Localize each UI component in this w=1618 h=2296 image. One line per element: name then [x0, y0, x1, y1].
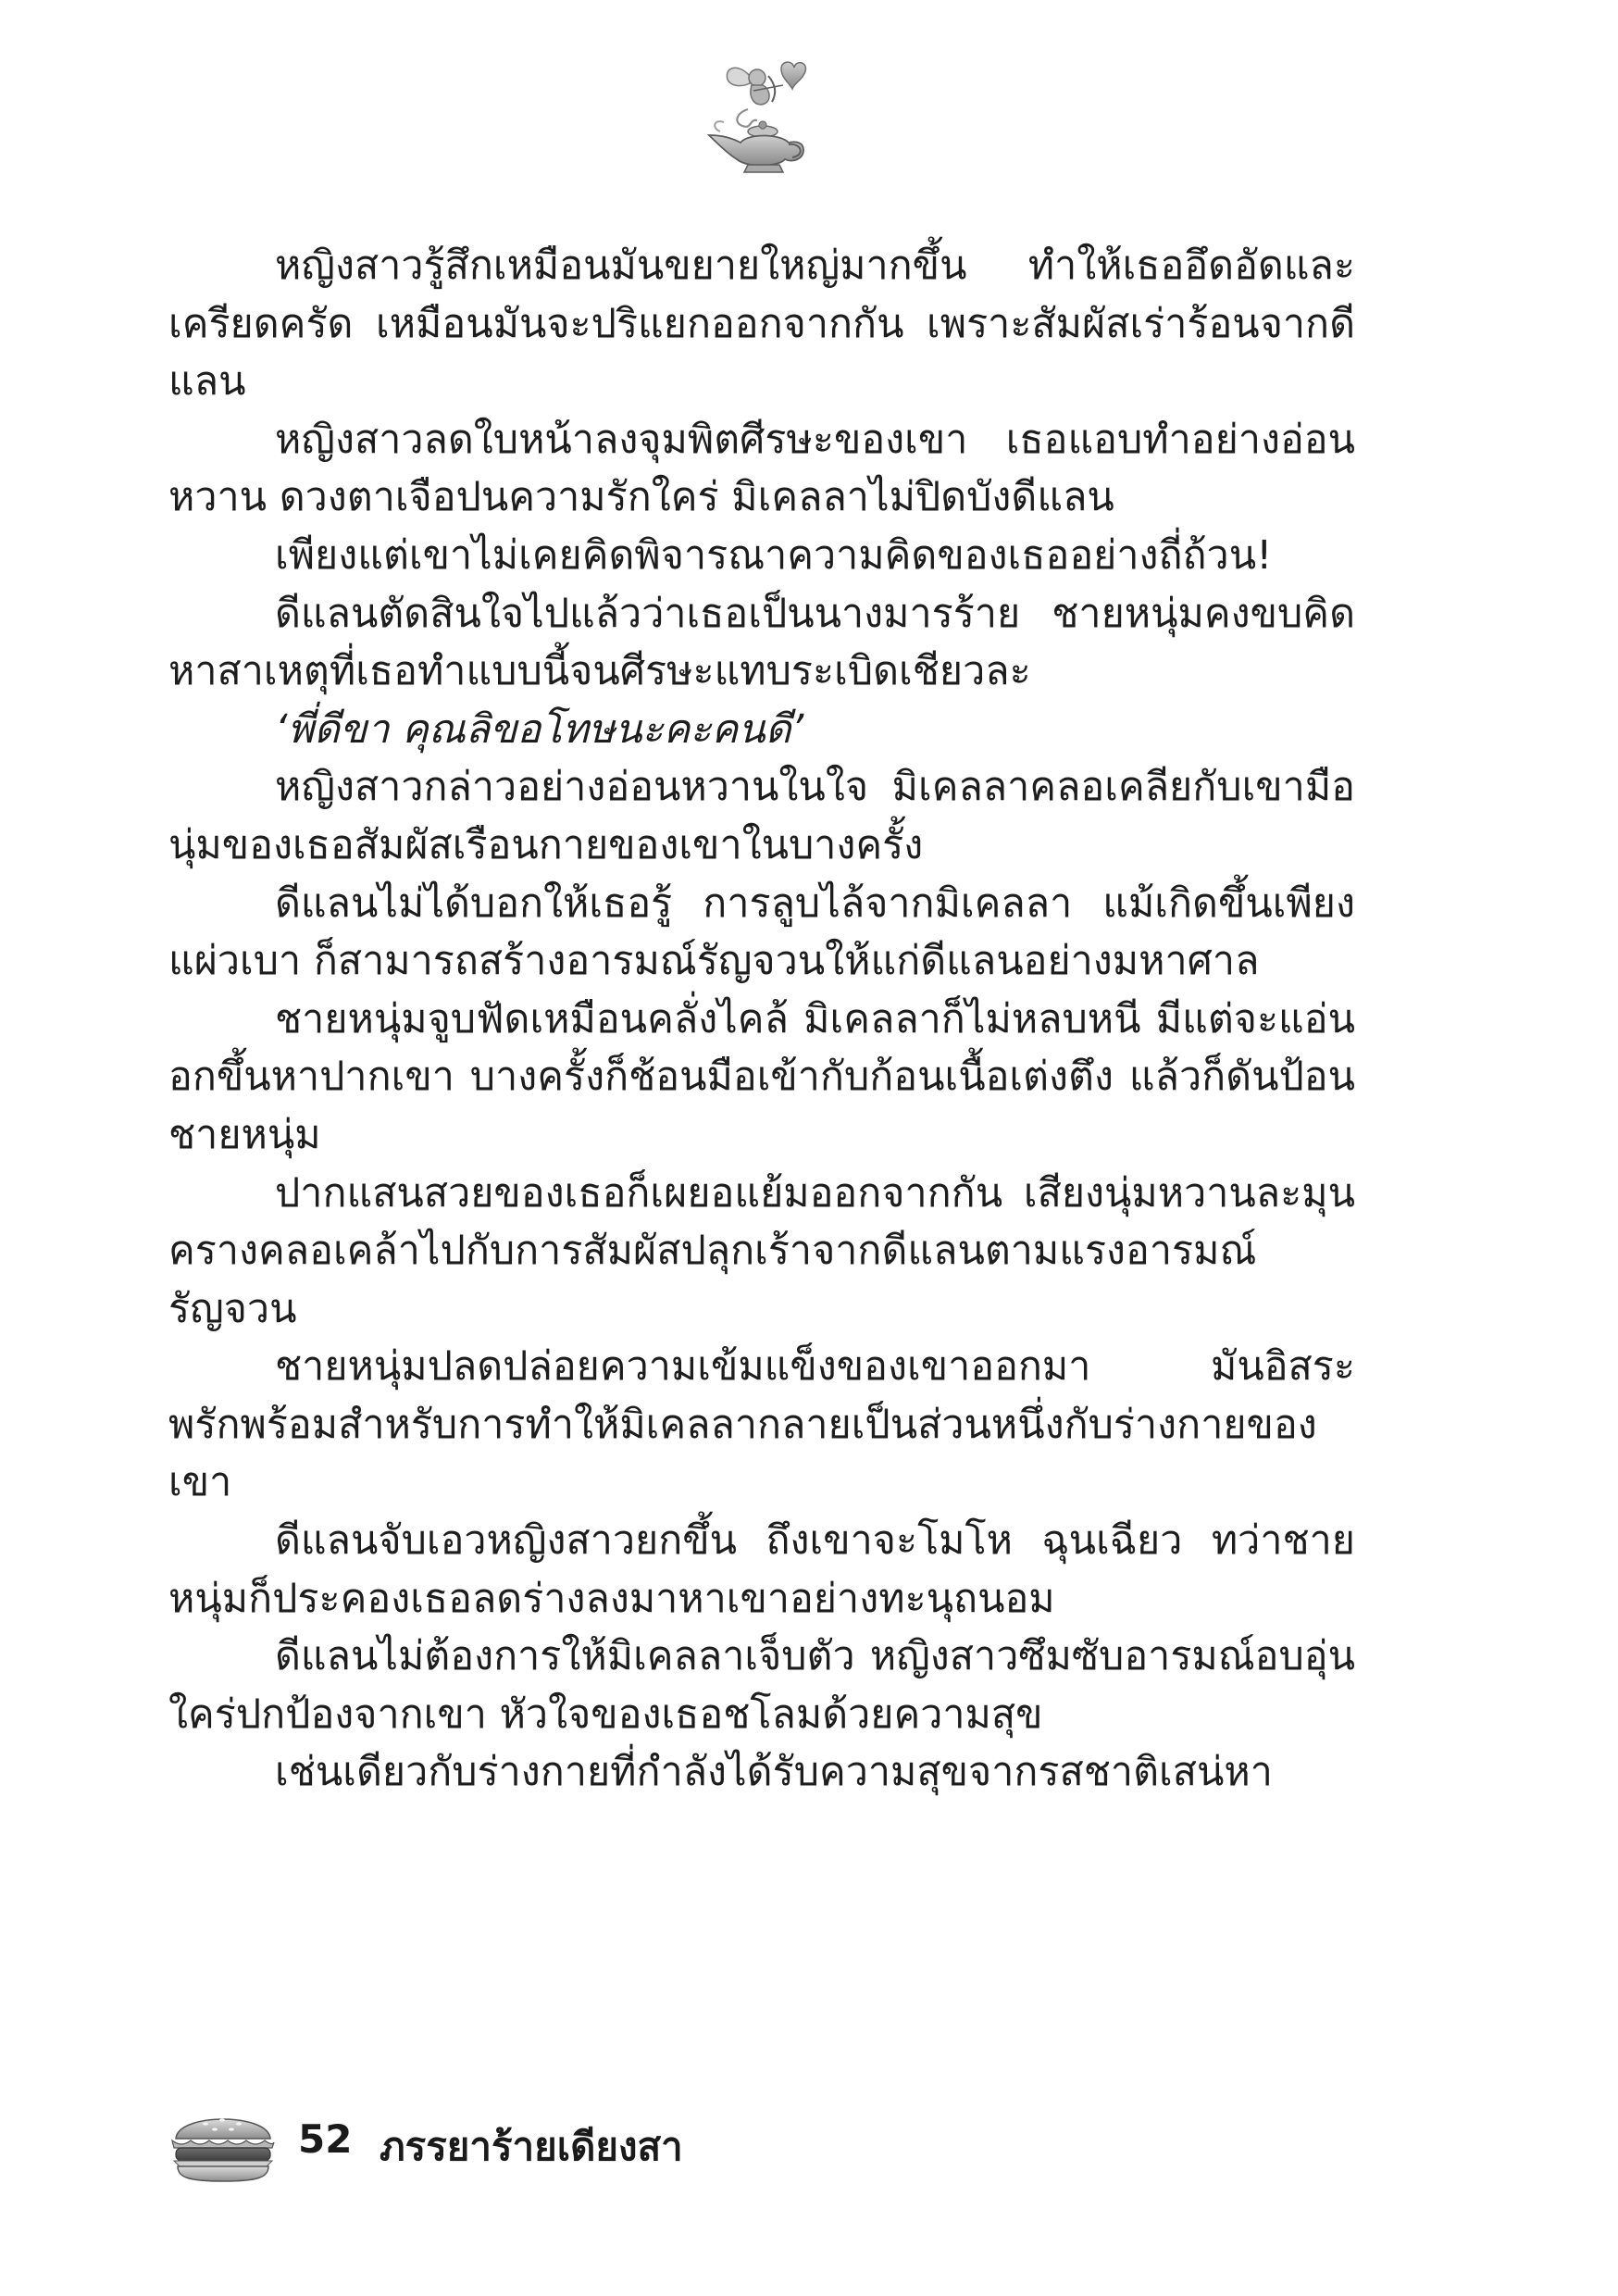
paragraph: ดีแลนจับเอวหญิงสาวยกขึ้น ถึงเขาจะโมโห ฉุนเฉียว ทว่าชายหนุ่มก็ประคองเธอลดร่างลงมาหาเขาอย่างทะนุถนอม — [168, 1517, 1355, 1622]
paragraph: ดีแลนตัดสินใจไปแล้วว่าเธอเป็นนางมารร้าย ชายหนุ่มคงขบคิดหาสาเหตุที่เธอทำแบบนี้จนศีรษะแทบระเบิดเชียวละ — [168, 590, 1355, 695]
paragraph: หญิงสาวกล่าวอย่างอ่อนหวานในใจ มิเคลลาคลอเคลียกับเขามือนุ่มของเธอสัมผัสเรือนกายของเขาในบางครั้ง — [168, 764, 1355, 868]
paragraph: หญิงสาวรู้สึกเหมือนมันขยายใหญ่มากขึ้น ทำให้เธออึดอัดและเครียดครัด เหมือนมันจะปริแยกออกจากกัน เพราะสัมผัสเร่าร้อนจากดีแลน — [168, 243, 1355, 406]
paragraph: ดีแลนไม่ต้องการให้มิเคลลาเจ็บตัว หญิงสาวซึมซับอารมณ์อบอุ่นใคร่ปกป้องจากเขา หัวใจของเธอชโลมด้วยความสุข — [168, 1633, 1355, 1738]
paragraph: ชายหนุ่มจูบฟัดเหมือนคลั่งไคล้ มิเคลลาก็ไม่หลบหนี มีแต่จะแอ่นอกขึ้นหาปากเขา บางครั้งก็ช้อนมือเข้ากับก้อนเนื้อเต่งตึง แล้วก็ดันป้อนชายหนุ่ม — [168, 995, 1355, 1158]
paragraph: ดีแลนไม่ได้บอกให้เธอรู้ การลูบไล้จากมิเคลลา แม้เกิดขึ้นเพียงแผ่วเบา ก็สามารถสร้างอารมณ์รัญจวนให้แก่ดีแลนอย่างมหาศาล — [168, 880, 1355, 985]
page-number: 52 — [298, 2116, 353, 2162]
page-footer — [168, 2090, 1002, 2192]
paragraph: ‘พี่ดีขา คุณลิขอโทษนะคะคนดี’ — [275, 705, 804, 753]
paragraph: เช่นเดียวกับร่างกายที่กำลังได้รับความสุขจากรสชาติเสน่หา — [275, 1749, 1273, 1796]
paragraph: เพียงแต่เขาไม่เคยคิดพิจารณาความคิดของเธออย่างถี่ถ้วน! — [275, 531, 1273, 579]
book-title: ภรรยาร้ายเดียงสา — [380, 2124, 683, 2169]
burger-icon — [168, 2102, 278, 2185]
chapter-body-text — [168, 237, 1355, 1802]
paragraph: หญิงสาวลดใบหน้าลงจุมพิตศีรษะของเขา เธอแอบทำอย่างอ่อนหวาน ดวงตาเจือปนความรักใคร่ มิเคลลาไม่ปิดบังดีแลน — [168, 416, 1355, 521]
paragraph: ปากแสนสวยของเธอก็เผยอแย้มออกจากกัน เสียงนุ่มหวานละมุนครางคลอเคล้าไปกับการสัมผัสปลุกเร้าจากดีแลนตามแรงอารมณ์รัญจวน — [168, 1169, 1355, 1332]
cupid-teapot-icon — [696, 57, 811, 178]
paragraph: ชายหนุ่มปลดปล่อยความเข้มแข็งของเขาออกมา มันอิสระพรักพร้อมสำหรับการทำให้มิเคลลากลายเป็นส่วนหนึ่งกับร่างกายของเขา — [168, 1343, 1355, 1506]
